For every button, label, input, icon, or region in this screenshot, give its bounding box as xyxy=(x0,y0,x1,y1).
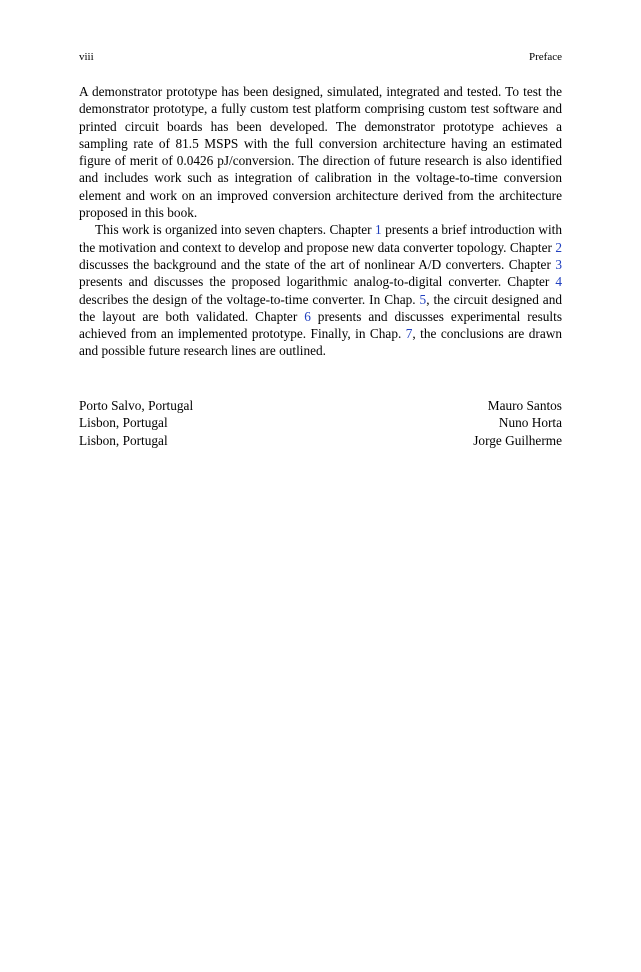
running-head xyxy=(79,51,562,67)
signature-place: Lisbon, Portugal xyxy=(79,415,168,431)
chapter-6-link[interactable]: 6 xyxy=(304,308,311,324)
page-number: viii xyxy=(79,51,94,63)
paragraph-prototype: A demonstrator prototype has been designed, simulated, integrated and tested. To test the demonstrator prototype, a fully custom test platform comprising custom test software and printed circuit boards has been developed. The demonstrator prototype achieves a sampling rate of 81.5 MSPS with the full conversion architecture having an estimated figure of merit of 0.0426 pJ/conversion. The direction of future research is also identified and includes work such as integration of calibration in the voltage-to-time conversion element and work on an improved conversion architecture derived from the architecture proposed in this book. xyxy=(79,84,562,221)
chapter-1-link[interactable]: 1 xyxy=(375,222,382,238)
paragraph-organization xyxy=(79,221,562,359)
text-segment: , the conclusions are drawn and possible future research lines are outlined. xyxy=(79,326,562,359)
chapter-2-link[interactable]: 2 xyxy=(555,239,562,255)
signature-row xyxy=(79,414,562,431)
text-segment: presents a brief introduction with the motivation and context to develop and propose new data converter topology. Chapter xyxy=(79,222,562,255)
signature-author: Mauro Santos xyxy=(487,398,562,413)
text-segment: discusses the background and the state of the art of nonlinear A/D converters. Chapter xyxy=(79,256,556,272)
signature-author: Nuno Horta xyxy=(498,415,562,431)
signature-block xyxy=(79,397,562,449)
text-segment: This work is organized into seven chapters. Chapter xyxy=(95,222,376,238)
signature-row xyxy=(79,397,562,414)
signature-row xyxy=(79,432,562,449)
preface-body xyxy=(79,83,562,360)
signature-place: Lisbon, Portugal xyxy=(79,432,168,448)
section-title: Preface xyxy=(529,51,562,63)
signature-place: Porto Salvo, Portugal xyxy=(79,398,194,413)
text-segment: presents and discusses the proposed logarithmic analog-to-digital converter. Chapter xyxy=(79,274,556,290)
chapter-3-link[interactable]: 3 xyxy=(555,256,562,272)
text-segment: describes the design of the voltage-to-time converter. In Chap. xyxy=(79,291,420,307)
chapter-7-link[interactable]: 7 xyxy=(405,326,413,342)
chapter-4-link[interactable]: 4 xyxy=(555,274,562,290)
text-segment: , the circuit designed and the layout are both validated. Chapter xyxy=(79,291,563,324)
text-segment: presents and discusses experimental results achieved from an implemented prototype. Finally, in Chap. xyxy=(79,308,562,342)
signature-author: Jorge Guilherme xyxy=(473,432,562,448)
chapter-5-link[interactable]: 5 xyxy=(419,291,427,307)
